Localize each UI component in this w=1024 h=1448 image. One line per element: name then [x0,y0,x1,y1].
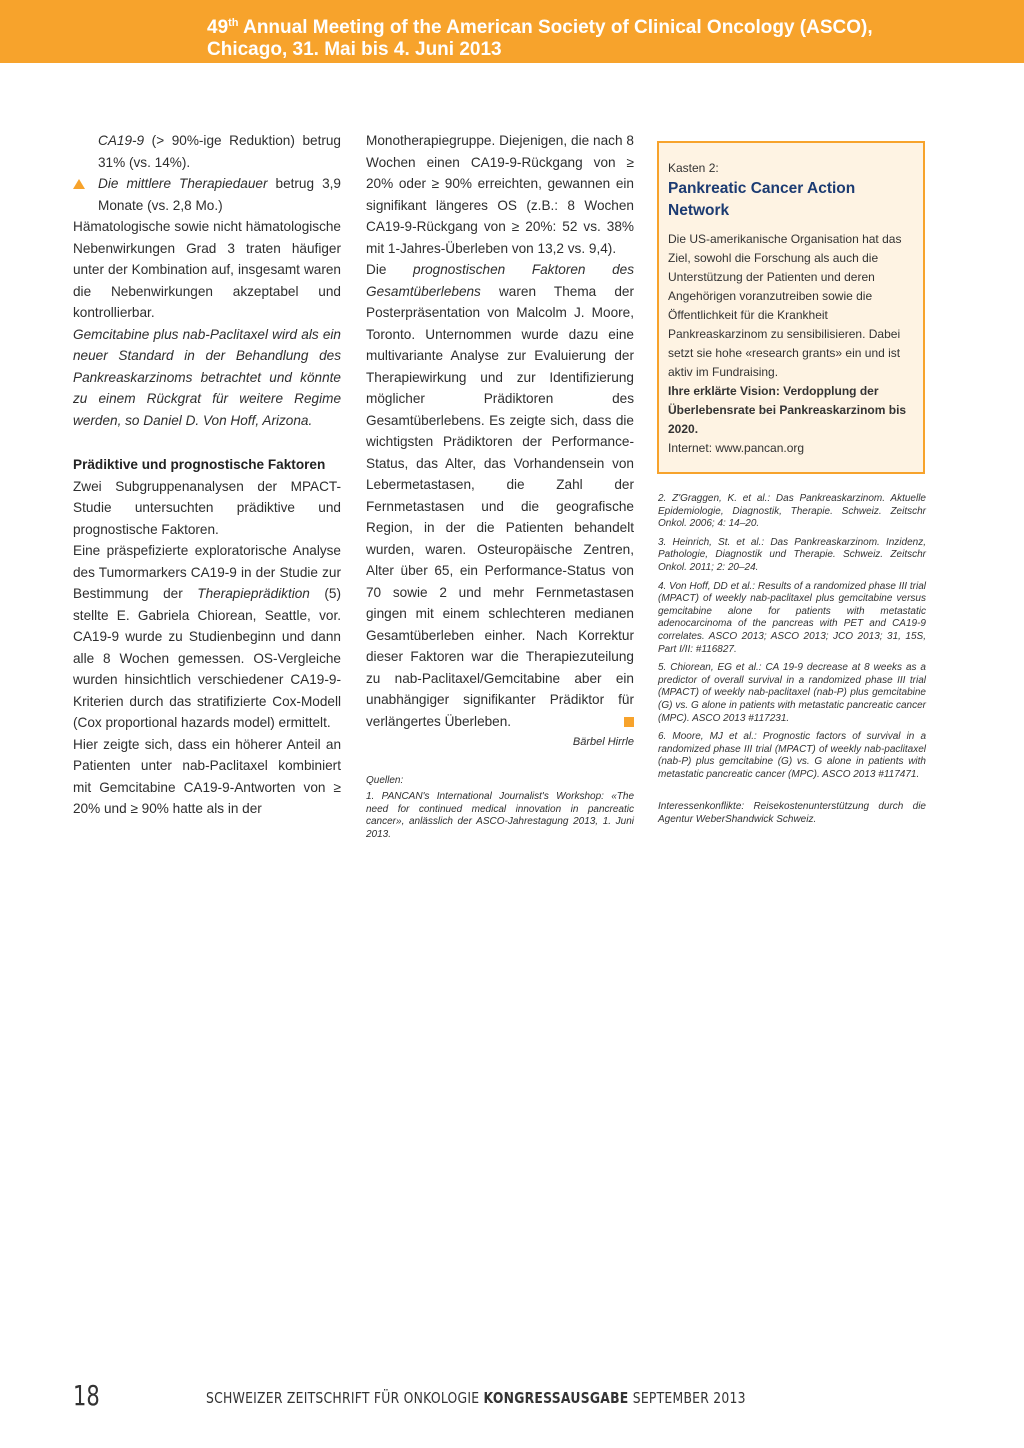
article-column-2 [366,130,634,841]
header-title-line1: Annual Meeting of the American Society of Clinical Oncology (ASCO), [238,17,873,38]
triangle-bullet-icon [73,179,85,189]
result-text-ca19-9: (> 90%-ige Reduktion) betrug 31% (vs. 14%). [98,133,341,170]
article-column-1 [73,130,341,820]
header-title-line2: Chicago, 31. Mai bis 4. Juni 2013 [207,39,502,60]
box-internet: Internet: www.pancan.org [668,441,805,455]
section-heading: Prädiktive und prognostische Faktoren [73,457,326,472]
reference-item: 2. Z'Graggen, K. et al.: Das Pankreaskarzinom. Aktuelle Epidemiologie, Diagnostik, Therapie. Schweiz. Zeitschr Onkol. 2006; 4: 14–20. [658,493,926,530]
box-label: Kasten 2: [668,161,719,175]
reference-item: 4. Von Hoff, DD et al.: Results of a randomized phase III trial (MPACT) of weekly nab-paclitaxel plus gemcitabine versus gemcitabine alone for patients with metastatic adenocarcinoma of the pancreas with PET and CA19-9 correlates. ASCO 2013; ASCO 2013; JCO 2013; 31, 15S, Part I/II: #116827. [658,580,926,655]
reference-item: 3. Heinrich, St. et al.: Das Pankreaskarzinom. Inzidenz, Pathologie, Diagnostik und Therapie. Schweiz. Zeitschr Onkol. 2011; 2: 20–24. [658,536,926,573]
text-analyse-a: Eine präspefizierte exploratorische Analyse des Tumormarkers CA19-9 in der Studie zur Bestimmung der [73,543,341,601]
journal-date: SEPTEMBER 2013 [628,1389,746,1407]
term-therapiepraediktion: Therapieprädiktion [197,586,310,601]
term-ca19-9: CA19-9 [98,133,145,148]
end-square-icon [624,717,634,727]
header-ordinal-suffix: th [228,17,239,29]
text-prog-b: waren Thema der Posterpräsentation von Malcolm J. Moore, Toronto. Unternommen wurde dazu eine multivariante Analyse zur Evaluierung der Therapiewirkung und zur Identifizierung möglicher Prädiktoren des Gesamtüberlebens. Es zeigte sich, dass die wichtigsten Prädiktoren der Performance-Status, das Alter, das Vorhandensein von Lebermetastasen, die Zahl der Fernmetastasen und die geografische Region, in der die Patienten behandelt wurden, waren. Osteuropäische Zentren, Alter über 65, ein Performance-Status von 70 sowie 2 und mehr Fernmetastasen gingen mit einem schlechteren medianen Gesamtüberleben einher. Nach Korrektur dieser Faktoren war die Therapiezuteilung zu nab-Paclitaxel/Gemcitabine aber ein unabhängiger signifikanter Prädiktor für verlängertes Überleben. [366,283,634,729]
paragraph-analyse [73,540,341,734]
reference-item: 6. Moore, MJ et al.: Prognostic factors of survival in a randomized phase III trial (MPACT) of weekly nab-paclitaxel (nab-P) plus gemcitabine (G) vs. G alone in patients with metastatic pancreatic cancer (MPC). ASCO 2013 #117471. [658,731,926,780]
journal-name: SCHWEIZER ZEITSCHRIFT FÜR ONKOLOGIE [206,1389,484,1407]
text-analyse-b: (5) stellte E. Gabriela Chiorean, Seattle, vor. CA19-9 wurde zu Studienbeginn und dann alle 8 Wochen gemessen. OS-Vergleiche wurden hinsichtlich verschiedener CA19-9-Kriterien durch das stratifizierte Cox-Modell (Cox proportional hazards model) ermittelt. [73,586,342,730]
paragraph-quote: Gemcitabine plus nab-Paclitaxel wird als ein neuer Standard in der Behandlung des Pankreaskarzinoms betrachtet und könnte zu einem Rückgrat für weitere Regime werden, so Daniel D. Von Hoff, Arizona. [73,326,341,428]
info-box [657,141,925,474]
reference-list [658,493,926,833]
term-therapiedauer: Die mittlere Therapiedauer [98,176,268,191]
result-item-ca19-9 [73,130,341,173]
result-text-therapiedauer: betrug 3,9 Monate (vs. 2,8 Mo.) [98,176,341,213]
paragraph-nebenwirkungen: Hämatologische sowie nicht hämatologische Nebenwirkungen Grad 3 traten häufiger unter der Kombination auf, insgesamt waren die Nebenwirkungen akzeptabel und kontrollierbar. [73,219,341,320]
paragraph-monotherapie: Monotherapiegruppe. Diejenigen, die nach 8 Wochen einen CA19-9-Rückgang von ≥ 20% oder ≥ 90% erreichten, gewannen ein signifikant längeres OS (z.B.: 8 Wochen CA19-9-Rückgang von ≥ 20%: 52 vs. 38% mit 1-Jahres-Überleben von 13,2 vs. 9,4). [366,133,634,256]
reference-item: 5. Chiorean, EG et al.: CA 19-9 decrease at 8 weeks as a predictor of overall survival in a randomized phase III trial (MPACT) of weekly nab-paclitaxel (nab-P) plus gemcitabine (G) vs. G alone in patients with metastatic pancreatic cancer (MPC). ASCO 2013 #117231. [658,662,926,724]
page-number: 18 [73,1379,100,1412]
author-name: Bärbel Hirrle [572,736,634,748]
page-header [0,0,1024,63]
box-title: Pankreatic Cancer Action Network [668,180,856,219]
paragraph-subgruppen: Zwei Subgruppenanalysen der MPACT-Studie untersuchten prädiktive und prognostische Faktoren. [73,478,341,537]
bullet-therapiedauer [73,173,341,216]
term-prognostische-faktoren: prognostischen Faktoren des Gesamtüberlebens [366,262,634,299]
journal-edition: KONGRESSAUSGABE [483,1389,629,1407]
header-ordinal: 49 [207,17,229,38]
conflict-of-interest: Interessenkonflikte: Reisekostenunterstützung durch die Agentur WeberShandwick Schweiz. [658,801,926,826]
journal-footer [206,1388,746,1408]
box-vision: Ihre erklärte Vision: Verdopplung der Überlebensrate bei Pankreaskarzinom bis 2020. [668,384,907,436]
box-body: Die US-amerikanische Organisation hat das Ziel, sowohl die Forschung als auch die Unterstützung der Patienten und deren Angehörigen voranzutreiben sowie die Öffentlichkeit für die Krankheit Pankreaskarzinom zu sensibilisieren. Dabei setzt sie hohe «research grants» ein und ist aktiv im Fundraising. [668,232,902,379]
paragraph-prognostisch [366,259,634,732]
sources-label: Quellen: [366,775,404,786]
paragraph-ergebnis: Hier zeigte sich, dass ein höherer Anteil an Patienten unter nab-Paclitaxel kombiniert mit Gemcitabine CA19-9-Antworten von ≥ 20% und ≥ 90% hatte als in der [73,736,341,816]
text-prog-a: Die [366,262,414,277]
header-title [207,17,873,61]
source-item: 1. PANCAN's International Journalist's Workshop: «The need for continued medical innovation in pancreatic cancer», anlässlich der ASCO-Jahrestagung 2013, 1. Juni 2013. [366,791,634,840]
